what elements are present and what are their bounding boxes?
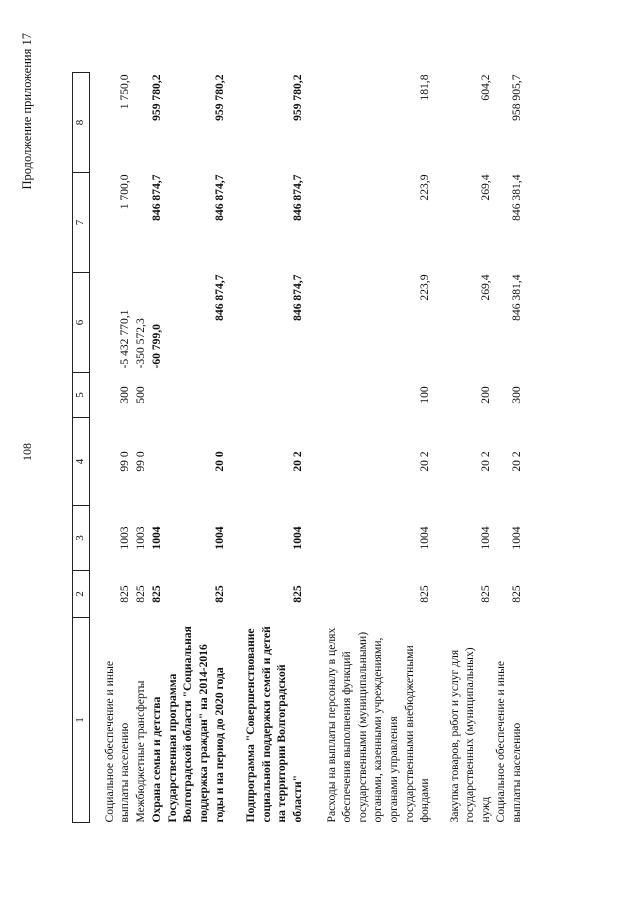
- column-header: 1: [73, 618, 90, 823]
- page-number: 108: [20, 443, 34, 461]
- cell-program-code: [149, 418, 165, 506]
- cell-amount-col6: -60 799,0: [150, 324, 164, 369]
- cell-program-code: 20 0: [212, 451, 226, 472]
- cell-section-code: 1004: [510, 526, 524, 550]
- cell-amount-col8: 959 780,2: [212, 74, 226, 121]
- cell-amount-col8: 1 750,0: [118, 74, 132, 110]
- column-header: 4: [73, 418, 90, 506]
- table-row: [133, 73, 149, 823]
- cell-program-code: 20 2: [290, 451, 304, 472]
- cell-amount-col7: 223,9: [418, 174, 432, 201]
- cell-expense-type: 300: [118, 386, 132, 404]
- cell-admin-code: 825: [290, 585, 304, 603]
- table-row: [165, 73, 227, 823]
- cell-admin-code: 825: [418, 585, 432, 603]
- cell-admin-code: 825: [510, 585, 524, 603]
- cell-admin-code: 825: [118, 585, 132, 603]
- table-row: [493, 73, 524, 823]
- cell-amount-col7: 846 874,7: [212, 174, 226, 221]
- cell-program-code: 20 2: [418, 451, 432, 472]
- cell-expense-type: [149, 373, 165, 418]
- row-name: Межбюджетные трансферты: [134, 680, 148, 823]
- cell-amount-col8: 959 780,2: [290, 74, 304, 121]
- cell-amount-col6: 223,9: [418, 274, 432, 301]
- cell-amount-col7: 846 874,7: [150, 174, 164, 221]
- cell-section-code: 1004: [478, 526, 492, 550]
- table-row: [149, 73, 165, 823]
- column-header: 6: [73, 273, 90, 373]
- cell-amount-col6: 846 874,7: [290, 274, 304, 321]
- row-name: Государственная программа Волгоградской области "Социальная поддержка граждан" на 2014-2016 годы и на период до 2020 года: [165, 626, 226, 823]
- cell-section-code: 1004: [212, 526, 226, 550]
- cell-amount-col6: 269,4: [478, 274, 492, 301]
- cell-admin-code: 825: [150, 585, 164, 603]
- column-header: 2: [73, 571, 90, 618]
- cell-section-code: 1003: [118, 526, 132, 550]
- cell-program-code: 20 2: [510, 451, 524, 472]
- cell-amount-col6: 846 381,4: [510, 274, 524, 321]
- cell-amount-col7: 846 874,7: [290, 174, 304, 221]
- cell-admin-code: 825: [478, 585, 492, 603]
- cell-amount-col6: 846 874,7: [212, 274, 226, 321]
- cell-program-code: 99 0: [134, 451, 148, 472]
- cell-amount-col7: 846 381,4: [510, 174, 524, 221]
- row-name: Социальное обеспечение и иные выплаты населению: [494, 660, 524, 823]
- cell-section-code: 1004: [418, 526, 432, 550]
- row-name: Социальное обеспечение и иные выплаты населению: [102, 660, 132, 823]
- cell-section-code: 1004: [290, 526, 304, 550]
- cell-amount-col6: -350 572,3: [134, 318, 148, 369]
- table-row: [89, 73, 133, 823]
- cell-admin-code: 825: [212, 585, 226, 603]
- cell-amount-col7: [133, 173, 149, 273]
- cell-expense-type: 300: [510, 386, 524, 404]
- column-header: 5: [73, 373, 90, 418]
- cell-admin-code: 825: [134, 585, 148, 603]
- cell-expense-type: 100: [418, 386, 432, 404]
- row-name: Расходы на выплаты персоналу в целях обеспечения выполнения функций государственными (муниципальными) органами, казенными учреждениями, органами управления государственными внебюджетными фондами: [324, 627, 432, 823]
- cell-program-code: 20 2: [478, 451, 492, 472]
- budget-table: [72, 72, 525, 823]
- cell-program-code: 99 0: [118, 451, 132, 472]
- row-name: Подпрограмма "Совершенствование социальной поддержки семей и детей на территории Волгоградской области": [244, 626, 304, 823]
- table-row: [227, 73, 305, 823]
- cell-expense-type: 200: [478, 386, 492, 404]
- cell-amount-col6: -5 432 770,1: [118, 309, 132, 369]
- column-number-row: [73, 73, 90, 823]
- cell-section-code: 1003: [134, 526, 148, 550]
- table-row: [433, 73, 494, 823]
- cell-amount-col7: 269,4: [478, 174, 492, 201]
- cell-amount-col8: 604,2: [478, 74, 492, 101]
- cell-expense-type: [227, 373, 305, 418]
- cell-section-code: 1004: [150, 526, 164, 550]
- cell-amount-col7: 1 700,0: [118, 174, 132, 210]
- table-row: [306, 73, 433, 823]
- cell-amount-col8: 181,8: [418, 74, 432, 101]
- cell-amount-col8: 959 780,2: [150, 74, 164, 121]
- continuation-note: Продолжение приложения 17: [20, 33, 34, 190]
- cell-expense-type: 500: [134, 386, 148, 404]
- cell-amount-col8: 958 905,7: [510, 74, 524, 121]
- row-name: Закупка товаров, работ и услуг для государственных (муниципальных) нужд: [447, 647, 492, 823]
- column-header: 7: [73, 173, 90, 273]
- column-header: 3: [73, 506, 90, 571]
- cell-expense-type: [165, 373, 227, 418]
- cell-amount-col8: [133, 73, 149, 173]
- row-name: Охрана семьи и детства: [150, 696, 164, 823]
- column-header: 8: [73, 73, 90, 173]
